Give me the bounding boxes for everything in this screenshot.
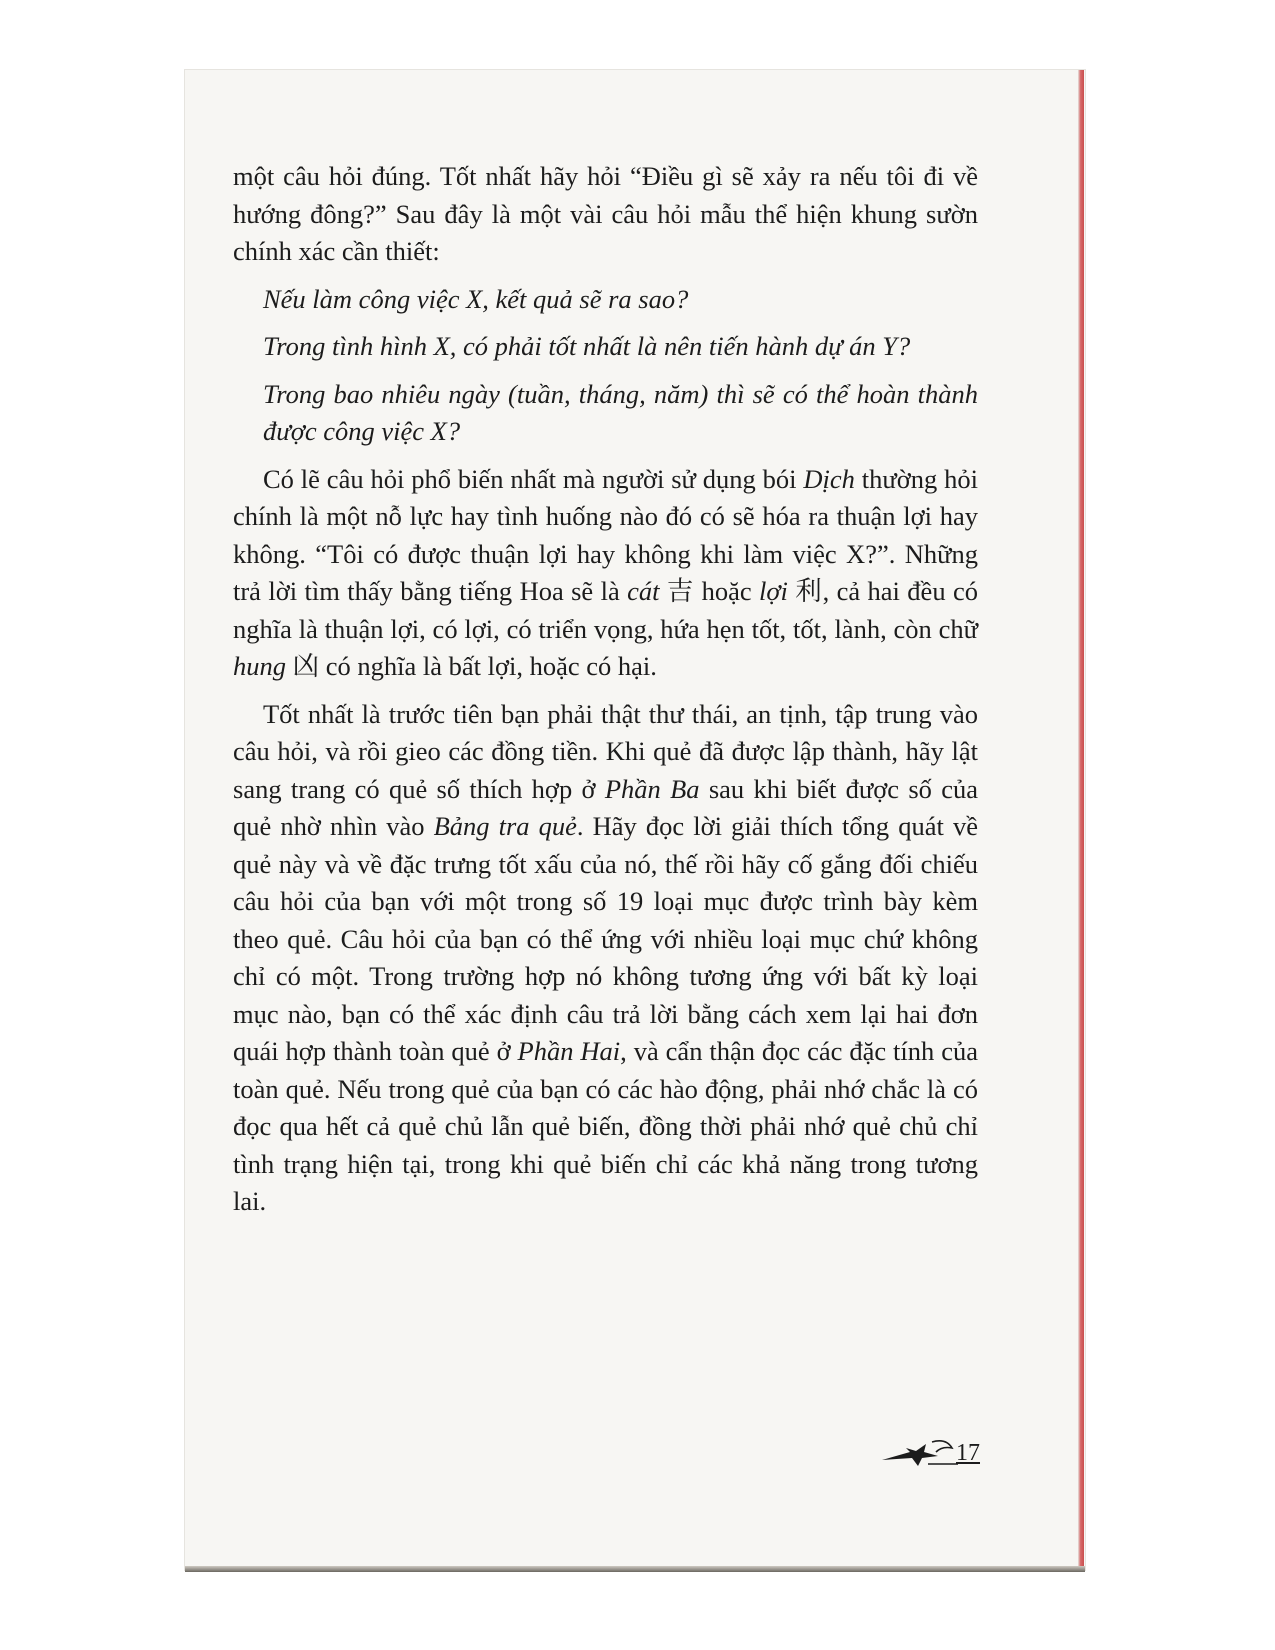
paragraph-3: Tốt nhất là trước tiên bạn phải thật thư thái, an tịnh, tập trung vào câu hỏi, và rồi gieo các đồng tiền. Khi quẻ đã được lập thành, hãy lật sang trang có quẻ số thích hợp ở Phần Ba sau khi biết được số của quẻ nhờ nhìn vào Bảng tra quẻ. Hãy đọc lời giải thích tổng quát về quẻ này và về đặc trưng tốt xấu của nó, thế rồi hãy cố gắng đối chiếu câu hỏi của bạn với một trong số 19 loại mục được trình bày kèm theo quẻ. Câu hỏi của bạn có thể ứng với nhiều loại mục chứ không chỉ có một. Trong trường hợp nó không tương ứng với bất kỳ loại mục nào, bạn có thể xác định câu trả lời bằng cách xem lại hai đơn quái hợp thành toàn quẻ ở Phần Hai, và cẩn thận đọc các đặc tính của toàn quẻ. Nếu trong quẻ của bạn có các hào động, phải nhớ chắc là có đọc qua hết cả quẻ chủ lẫn quẻ biến, đồng thời phải nhớ quẻ chủ chỉ tình trạng hiện tại, trong khi quẻ biến chỉ các khả năng trong tương lai. — [233, 698, 979, 1216]
page-body-text — [233, 158, 978, 1221]
page-number: 17 — [956, 1440, 980, 1466]
italic-term-cat: cát — [627, 576, 660, 606]
sample-question-3: Trong bao nhiêu ngày (tuần, tháng, năm) thì sẽ có thể hoàn thành được công việc X? — [263, 378, 978, 446]
page-edge-red — [1078, 70, 1084, 1570]
paragraph-2: Có lẽ câu hỏi phổ biến nhất mà người sử dụng bói Dịch thường hỏi chính là một nỗ lực hay tình huống nào đó có sẽ hóa ra thuận lợi hay không. “Tôi có được thuận lợi hay không khi làm việc X?”. Những trả lời tìm thấy bằng tiếng Hoa sẽ là cát 吉 hoặc lợi 利, cả hai đều có nghĩa là thuận lợi, có lợi, có triển vọng, hứa hẹn tốt, tốt, lành, còn chữ hung 凶 có nghĩa là bất lợi, hoặc có hại. — [233, 463, 978, 681]
paragraph-1: một câu hỏi đúng. Tốt nhất hãy hỏi “Điều gì sẽ xảy ra nếu tôi đi về hướng đông?” Sau đây là một vài câu hỏi mẫu thể hiện khung sườn chính xác cần thiết: — [233, 161, 978, 266]
page-footer — [880, 1438, 990, 1468]
italic-term-phan-hai: Phần Hai — [517, 1036, 621, 1066]
italic-term-loi: lợi — [759, 576, 788, 606]
sample-question-2: Trong tình hình X, có phải tốt nhất là nên tiến hành dự án Y? — [263, 331, 911, 361]
italic-term-dich: Dịch — [803, 463, 855, 494]
sample-question-1: Nếu làm công việc X, kết quả sẽ ra sao? — [263, 283, 689, 314]
italic-term-hung: hung — [233, 651, 286, 681]
italic-term-bang-tra-que: Bảng tra quẻ — [433, 811, 577, 841]
flying-bird-ornament-icon — [880, 1438, 958, 1468]
page-edge-bottom — [185, 1566, 1085, 1572]
italic-term-phan-ba: Phần Ba — [604, 773, 700, 804]
